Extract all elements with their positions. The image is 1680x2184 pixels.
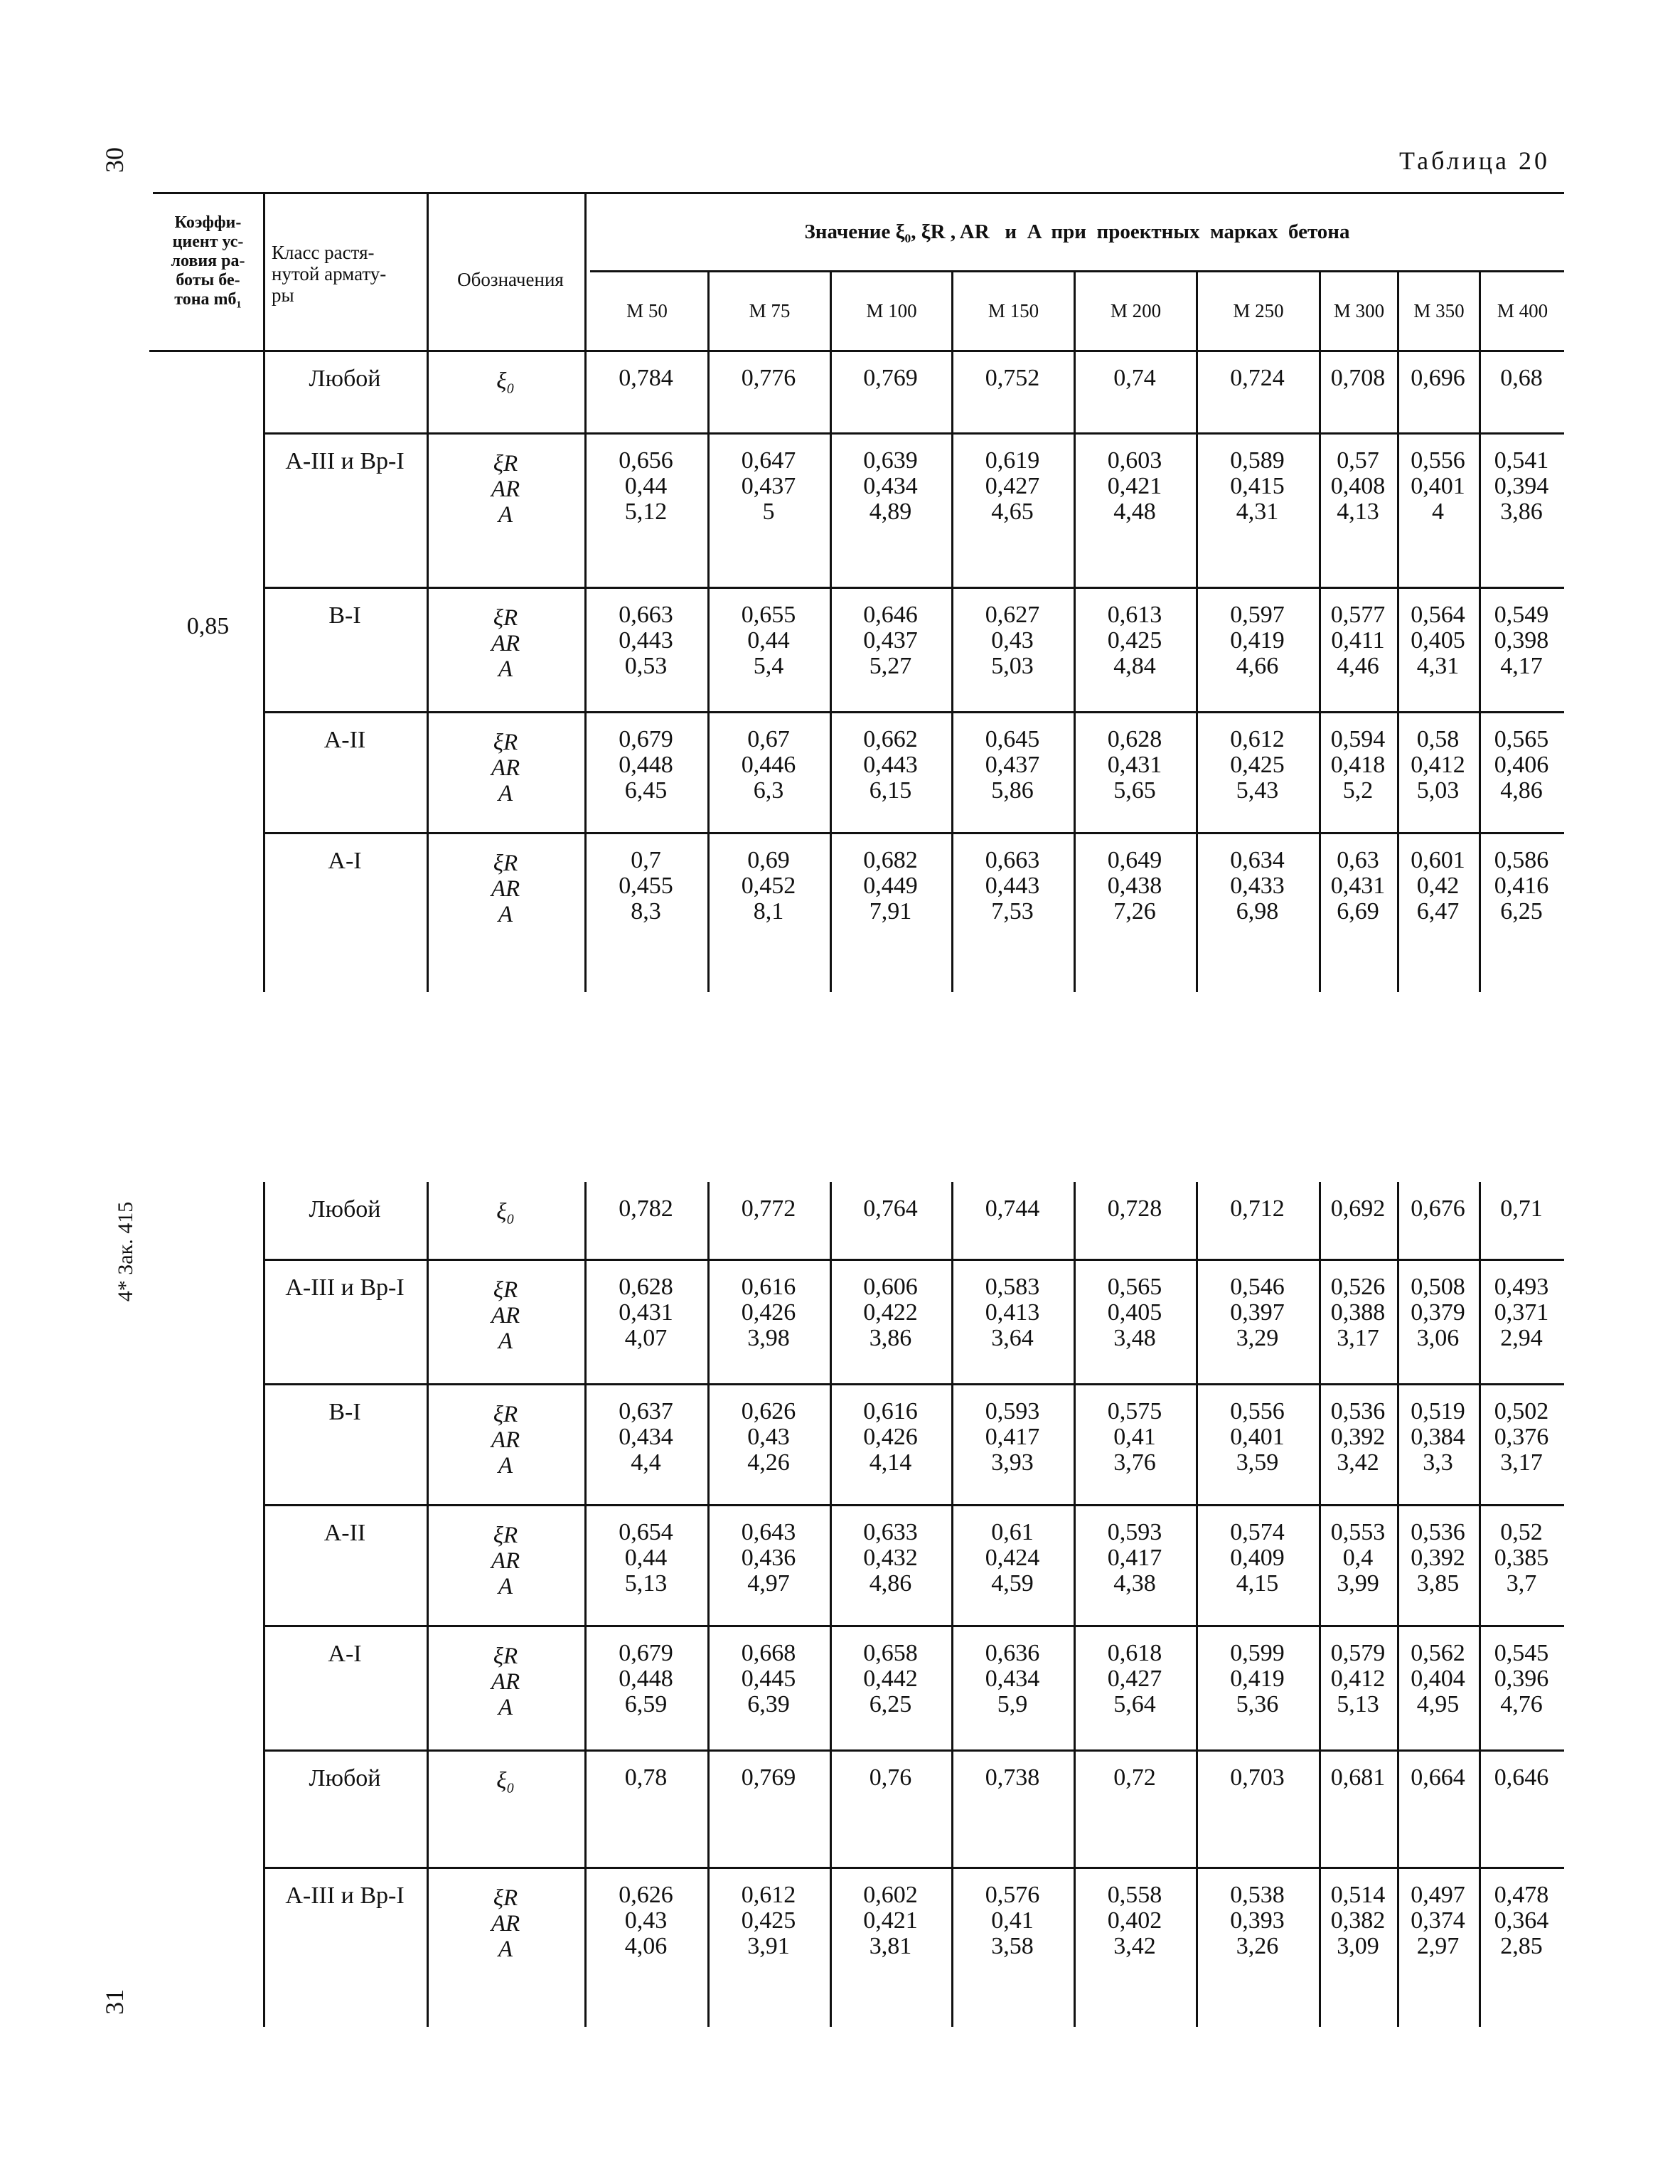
row-symbols: ξR AR A	[491, 1402, 520, 1479]
col-line	[584, 1506, 587, 1625]
table-cell-value: 0,616 0,426 3,98	[741, 1274, 796, 1351]
col-line	[1479, 351, 1481, 432]
table-cell-value: 0,606 0,422 3,86	[863, 1274, 918, 1351]
col-line	[1196, 1868, 1198, 2027]
table-cell-value: 0,646	[1494, 1764, 1549, 1791]
grade-header-cell: М 400	[1497, 300, 1548, 321]
col-line	[707, 713, 710, 832]
row-symbols: ξR AR A	[491, 851, 520, 927]
table-cell-value: 0,663 0,443 0,53	[619, 602, 673, 679]
col-line	[1074, 351, 1076, 432]
table-cell-value: 0,656 0,44 5,12	[619, 447, 673, 525]
col-line	[1319, 833, 1321, 992]
table-cell-value: 0,627 0,43 5,03	[985, 602, 1040, 679]
col-line	[707, 1506, 710, 1625]
table-cell-value: 0,526 0,388 3,17	[1330, 1274, 1386, 1351]
table-cell-value: 0,633 0,432 4,86	[863, 1519, 918, 1597]
header-top-rule	[153, 192, 1564, 194]
page-number-top: 30	[100, 147, 129, 173]
col-line	[584, 1868, 587, 2027]
col-line	[951, 1260, 953, 1383]
col-line	[1319, 713, 1321, 832]
col-line	[1479, 1626, 1481, 1749]
col-line	[951, 1182, 953, 1259]
table-cell-value: 0,497 0,374 2,97	[1411, 1882, 1465, 1959]
grade-header-cell: М 350	[1413, 300, 1465, 321]
table-cell-value: 0,69 0,452 8,1	[741, 847, 796, 925]
col-line	[1196, 1260, 1198, 1383]
header-symbol-label: Обозначения	[457, 269, 564, 290]
col-line	[830, 1260, 832, 1383]
table-cell-value: 0,612 0,425 3,91	[741, 1882, 796, 1959]
col-line	[1074, 713, 1076, 832]
table-cell-value: 0,626 0,43 4,06	[619, 1882, 673, 1959]
col-line	[707, 1260, 710, 1383]
table-cell-value: 0,52 0,385 3,7	[1494, 1519, 1549, 1597]
table-cell-value: 0,536 0,392 3,42	[1330, 1398, 1386, 1476]
col-line	[1074, 1506, 1076, 1625]
table-cell-value: 0,728	[1107, 1195, 1162, 1222]
table-cell-value: 0,7 0,455 8,3	[619, 847, 673, 925]
col-line	[1319, 1751, 1321, 1867]
table-cell-value: 0,589 0,415 4,31	[1230, 447, 1285, 525]
table-cell-value: 0,58 0,412 5,03	[1411, 726, 1465, 804]
col-line	[1397, 434, 1399, 587]
col-line	[1319, 1182, 1321, 1259]
row-rule	[263, 832, 1564, 834]
table-cell-value: 0,519 0,384 3,3	[1411, 1398, 1465, 1476]
table-cell-value: 0,639 0,434 4,89	[863, 447, 918, 525]
table-cell-value: 0,647 0,437 5	[741, 447, 796, 525]
table-cell-value: 0,628 0,431 5,65	[1107, 726, 1162, 804]
col-line	[1074, 1260, 1076, 1383]
table-cell-value: 0,613 0,425 4,84	[1107, 602, 1162, 679]
col-line	[707, 1385, 710, 1504]
table-cell-value: 0,782	[619, 1195, 673, 1222]
table-cell-value: 0,658 0,442 6,25	[863, 1640, 918, 1717]
grade-header-cell: М 200	[1110, 300, 1162, 321]
table-cell-value: 0,744	[985, 1195, 1040, 1222]
table-cell-value: 0,57 0,408 4,13	[1330, 447, 1386, 525]
table-cell-value: 0,602 0,421 3,81	[863, 1882, 918, 1959]
col-line	[584, 1385, 587, 1504]
table-cell-value: 0,594 0,418 5,2	[1330, 726, 1386, 804]
coef-value: 0,85	[186, 613, 230, 639]
row-symbols: ξR AR A	[491, 1885, 520, 1962]
header-values-label: Значение ξ₀, ξR , AR и A при проектных марках бетона	[804, 220, 1350, 243]
col-line	[1319, 1260, 1321, 1383]
table-cell-value: 0,545 0,396 4,76	[1494, 1640, 1549, 1717]
col-line	[951, 1506, 953, 1625]
table-cell-value: 0,575 0,41 3,76	[1107, 1398, 1162, 1476]
col-line	[951, 1751, 953, 1867]
row-symbols: ξR AR A	[491, 451, 520, 528]
table-cell-value: 0,78	[624, 1764, 668, 1791]
col-line	[1074, 1385, 1076, 1504]
col-line	[951, 1385, 953, 1504]
table-cell-value: 0,679 0,448 6,45	[619, 726, 673, 804]
col-line	[1397, 1626, 1399, 1749]
col-line	[1479, 713, 1481, 832]
col-line	[1196, 1506, 1198, 1625]
table-cell-value: 0,599 0,419 5,36	[1230, 1640, 1285, 1717]
table-cell-value: 0,562 0,404 4,95	[1411, 1640, 1465, 1717]
col-line	[1196, 434, 1198, 587]
grade-header-cell: М 50	[626, 300, 668, 321]
table-cell-value: 0,478 0,364 2,85	[1494, 1882, 1549, 1959]
table-cell-value: 0,583 0,413 3,64	[985, 1274, 1040, 1351]
col-line	[1397, 588, 1399, 711]
row-symbols: ξ₀	[496, 368, 515, 394]
table-cell-value: 0,574 0,409 4,15	[1230, 1519, 1285, 1597]
col-line	[1479, 1260, 1481, 1383]
table-cell-value: 0,645 0,437 5,86	[985, 726, 1040, 804]
col-line	[584, 351, 587, 432]
table-cell-value: 0,502 0,376 3,17	[1494, 1398, 1549, 1476]
table-cell-value: 0,752	[985, 365, 1040, 391]
row-class-label: А-I	[328, 1641, 362, 1667]
col-line	[951, 713, 953, 832]
table-cell-value: 0,643 0,436 4,97	[741, 1519, 796, 1597]
page-number-bottom: 31	[100, 1989, 129, 2015]
table-cell-value: 0,769	[863, 365, 918, 391]
table-cell-value: 0,593 0,417 3,93	[985, 1398, 1040, 1476]
grade-header-cell: М 100	[866, 300, 917, 321]
col-line	[951, 833, 953, 992]
table-cell-value: 0,538 0,393 3,26	[1230, 1882, 1285, 1959]
table-cell-value: 0,776	[741, 365, 796, 391]
row-class-label: Любой	[309, 366, 381, 392]
table-cell-value: 0,764	[863, 1195, 918, 1222]
col-line	[584, 1182, 587, 1259]
col-line	[1479, 1751, 1481, 1867]
col-line	[1397, 713, 1399, 832]
col-line	[951, 434, 953, 587]
table-cell-value: 0,692	[1330, 1195, 1386, 1222]
col-line	[584, 1751, 587, 1867]
header-col-line	[263, 192, 265, 350]
col-line	[707, 1868, 710, 2027]
table-cell-value: 0,679 0,448 6,59	[619, 1640, 673, 1717]
row-rule	[263, 1867, 1564, 1869]
row-class-label: А-III и Вр-I	[285, 1882, 405, 1909]
header-coef-label: Коэффи- циент ус- ловия ра- боты бе- тона mб₁	[171, 213, 245, 309]
col-line	[1479, 833, 1481, 992]
row-class-label: А-II	[323, 1520, 366, 1546]
row-class-label: А-III и Вр-I	[285, 448, 405, 474]
table-cell-value: 0,577 0,411 4,46	[1330, 602, 1386, 679]
table-cell-value: 0,612 0,425 5,43	[1230, 726, 1285, 804]
col-line	[1196, 588, 1198, 711]
table-cell-value: 0,74	[1113, 365, 1156, 391]
row-class-label: В-I	[328, 1399, 361, 1425]
row-symbols: ξ₀	[496, 1768, 515, 1794]
col-line	[1196, 351, 1198, 432]
grade-header-rule	[590, 270, 1564, 272]
row-class-label: В-I	[328, 602, 361, 629]
table-cell-value: 0,508 0,379 3,06	[1411, 1274, 1465, 1351]
table-cell-value: 0,618 0,427 5,64	[1107, 1640, 1162, 1717]
col-line	[707, 588, 710, 711]
table-cell-value: 0,708	[1330, 365, 1386, 391]
table-cell-value: 0,637 0,434 4,4	[619, 1398, 673, 1476]
row-class-label: А-I	[328, 848, 362, 874]
row-class-label: Любой	[309, 1765, 381, 1791]
col-line	[951, 588, 953, 711]
row-rule	[263, 1504, 1564, 1506]
table-cell-value: 0,514 0,382 3,09	[1330, 1882, 1386, 1959]
table-cell-value: 0,703	[1230, 1764, 1285, 1791]
table-cell-value: 0,68	[1500, 365, 1543, 391]
col-line	[1479, 588, 1481, 711]
col-line	[1397, 1260, 1399, 1383]
col-line	[1397, 1751, 1399, 1867]
table-cell-value: 0,696	[1411, 365, 1465, 391]
grade-header-cell: М 250	[1233, 300, 1284, 321]
row-rule	[263, 1259, 1564, 1261]
row-symbols: ξR AR A	[491, 605, 520, 682]
col-line	[830, 1626, 832, 1749]
col-line	[1074, 1182, 1076, 1259]
row-rule	[263, 711, 1564, 713]
table-cell-value: 0,493 0,371 2,94	[1494, 1274, 1549, 1351]
col-line	[584, 588, 587, 711]
table-cell-value: 0,646 0,437 5,27	[863, 602, 918, 679]
col-line	[830, 833, 832, 992]
col-line	[1397, 1506, 1399, 1625]
col-line	[1319, 1626, 1321, 1749]
header-class-label: Класс растя- нутой армату- ры	[272, 242, 387, 306]
side-note: 4* Зак. 415	[114, 1201, 137, 1302]
col-line	[951, 351, 953, 432]
col-line	[1319, 588, 1321, 711]
col-line	[830, 1182, 832, 1259]
table-cell-value: 0,664	[1411, 1764, 1465, 1791]
table-title: Таблица 20	[1399, 147, 1550, 175]
table-cell-value: 0,628 0,431 4,07	[619, 1274, 673, 1351]
table-cell-value: 0,564 0,405 4,31	[1411, 602, 1465, 679]
table-cell-value: 0,662 0,443 6,15	[863, 726, 918, 804]
table-cell-value: 0,649 0,438 7,26	[1107, 847, 1162, 925]
col-line	[1319, 1385, 1321, 1504]
col-line	[1479, 1385, 1481, 1504]
col-line	[584, 1260, 587, 1383]
col-line	[1479, 1506, 1481, 1625]
col-line	[1397, 351, 1399, 432]
col-line	[1319, 434, 1321, 587]
col-line	[1074, 588, 1076, 711]
col-line	[1319, 1506, 1321, 1625]
col-line	[1074, 1751, 1076, 1867]
col-line	[951, 1626, 953, 1749]
col-line	[1479, 434, 1481, 587]
col-line	[1196, 1182, 1198, 1259]
col-line	[830, 1506, 832, 1625]
table-cell-value: 0,565 0,405 3,48	[1107, 1274, 1162, 1351]
col-line	[1074, 833, 1076, 992]
col-line	[1074, 1626, 1076, 1749]
col-line	[707, 1626, 710, 1749]
row-rule	[263, 1749, 1564, 1752]
col-line	[830, 1868, 832, 2027]
row-class-label: Любой	[309, 1196, 381, 1222]
grade-header-cell: М 75	[749, 300, 791, 321]
table-cell-value: 0,593 0,417 4,38	[1107, 1519, 1162, 1597]
col-line	[1196, 833, 1198, 992]
col-line	[584, 833, 587, 992]
col-line	[830, 713, 832, 832]
table-cell-value: 0,772	[741, 1195, 796, 1222]
table-cell-value: 0,63 0,431 6,69	[1330, 847, 1386, 925]
table-cell-value: 0,712	[1230, 1195, 1285, 1222]
col-line	[1074, 434, 1076, 587]
row-symbols: ξR AR A	[491, 1277, 520, 1354]
col-line	[1479, 1182, 1481, 1259]
col-line	[830, 1385, 832, 1504]
table-cell-value: 0,546 0,397 3,29	[1230, 1274, 1285, 1351]
table-cell-value: 0,769	[741, 1764, 796, 1791]
table-cell-value: 0,558 0,402 3,42	[1107, 1882, 1162, 1959]
table-cell-value: 0,616 0,426 4,14	[863, 1398, 918, 1476]
row-rule	[263, 587, 1564, 589]
table-cell-value: 0,541 0,394 3,86	[1494, 447, 1549, 525]
table-cell-value: 0,67 0,446 6,3	[741, 726, 796, 804]
row-rule	[263, 1383, 1564, 1385]
row-symbols: ξ₀	[496, 1199, 515, 1225]
grade-header-cell: М 150	[988, 300, 1039, 321]
col-line	[1196, 713, 1198, 832]
col-line	[707, 434, 710, 587]
col-line	[1319, 351, 1321, 432]
table-cell-value: 0,634 0,433 6,98	[1230, 847, 1285, 925]
table-cell-value: 0,556 0,401 4	[1411, 447, 1465, 525]
col-line	[1196, 1385, 1198, 1504]
table-cell-value: 0,636 0,434 5,9	[985, 1640, 1040, 1717]
row-class-label: А-II	[323, 727, 366, 753]
table-cell-value: 0,536 0,392 3,85	[1411, 1519, 1465, 1597]
row-class-label: А-III и Вр-I	[285, 1274, 405, 1301]
table-cell-value: 0,72	[1113, 1764, 1156, 1791]
col-line	[584, 713, 587, 832]
col-line	[584, 434, 587, 587]
col-line	[951, 1868, 953, 2027]
col-line	[1319, 1868, 1321, 2027]
table-cell-value: 0,784	[619, 365, 673, 391]
table-cell-value: 0,676	[1411, 1195, 1465, 1222]
table-cell-value: 0,549 0,398 4,17	[1494, 602, 1549, 679]
table-cell-value: 0,61 0,424 4,59	[985, 1519, 1040, 1597]
table-cell-value: 0,579 0,412 5,13	[1330, 1640, 1386, 1717]
col-line	[1397, 1182, 1399, 1259]
table-cell-value: 0,556 0,401 3,59	[1230, 1398, 1285, 1476]
col-line	[830, 1751, 832, 1867]
row-symbols: ξR AR A	[491, 730, 520, 806]
row-rule	[263, 432, 1564, 435]
table-cell-value: 0,71	[1500, 1195, 1543, 1222]
col-line	[707, 351, 710, 432]
table-cell-value: 0,586 0,416 6,25	[1494, 847, 1549, 925]
col-line	[707, 1182, 710, 1259]
col-line	[1397, 1385, 1399, 1504]
header-bottom-rule	[149, 350, 1564, 352]
table-cell-value: 0,724	[1230, 365, 1285, 391]
table-cell-value: 0,601 0,42 6,47	[1411, 847, 1465, 925]
col-line	[1397, 833, 1399, 992]
col-line	[707, 833, 710, 992]
table-cell-value: 0,553 0,4 3,99	[1330, 1519, 1386, 1597]
col-line	[1074, 1868, 1076, 2027]
table-cell-value: 0,655 0,44 5,4	[741, 602, 796, 679]
table-cell-value: 0,663 0,443 7,53	[985, 847, 1040, 925]
col-line	[830, 588, 832, 711]
table-cell-value: 0,576 0,41 3,58	[985, 1882, 1040, 1959]
col-line	[1479, 1868, 1481, 2027]
table-cell-value: 0,597 0,419 4,66	[1230, 602, 1285, 679]
row-symbols: ξR AR A	[491, 1644, 520, 1720]
table-cell-value: 0,76	[869, 1764, 912, 1791]
table-cell-value: 0,626 0,43 4,26	[741, 1398, 796, 1476]
table-cell-value: 0,682 0,449 7,91	[863, 847, 918, 925]
col-line	[707, 1751, 710, 1867]
col-line	[584, 1626, 587, 1749]
row-symbols: ξR AR A	[491, 1523, 520, 1599]
row-rule	[263, 1625, 1564, 1627]
col-line	[1196, 1751, 1198, 1867]
col-line	[1397, 1868, 1399, 2027]
table-cell-value: 0,619 0,427 4,65	[985, 447, 1040, 525]
table-cell-value: 0,668 0,445 6,39	[741, 1640, 796, 1717]
table-cell-value: 0,603 0,421 4,48	[1107, 447, 1162, 525]
col-line	[1196, 1626, 1198, 1749]
table-cell-value: 0,738	[985, 1764, 1040, 1791]
table-cell-value: 0,654 0,44 5,13	[619, 1519, 673, 1597]
table-cell-value: 0,565 0,406 4,86	[1494, 726, 1549, 804]
table-cell-value: 0,681	[1330, 1764, 1386, 1791]
col-line	[830, 351, 832, 432]
col-line	[830, 434, 832, 587]
grade-header-cell: М 300	[1333, 300, 1385, 321]
